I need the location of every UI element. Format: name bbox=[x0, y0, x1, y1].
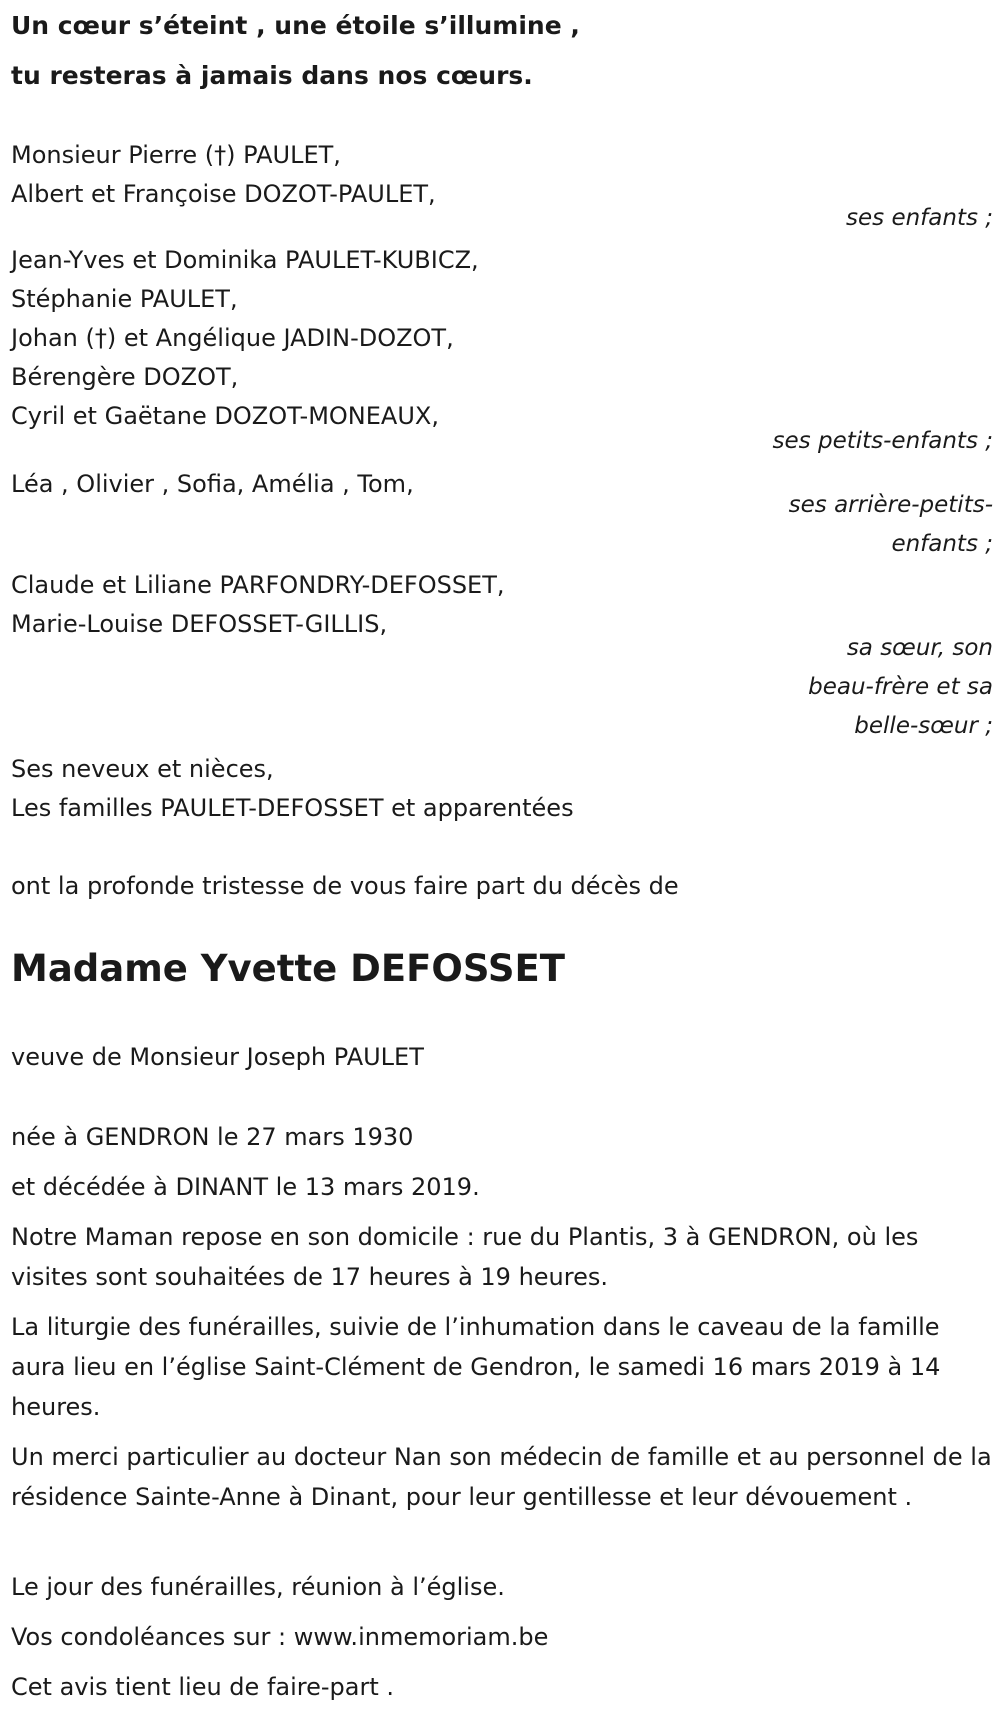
siblings-role-3: belle-sœur ; bbox=[854, 713, 993, 739]
great-grandchildren: Léa , Olivier , Sofia, Amélia , Tom, bbox=[11, 470, 414, 498]
others-1: Ses neveux et nièces, bbox=[11, 755, 274, 783]
grandchild-2: Stéphanie PAULET, bbox=[11, 285, 238, 313]
sibling-1: Claude et Liliane PARFONDRY-DEFOSSET, bbox=[11, 571, 505, 599]
meeting-paragraph: Le jour des funérailles, réunion à l’église. bbox=[11, 1573, 505, 1601]
siblings-role-1: sa sœur, son bbox=[846, 635, 993, 661]
great-grandchildren-role-2: enfants ; bbox=[891, 531, 993, 557]
sibling-2: Marie-Louise DEFOSSET-GILLIS, bbox=[11, 610, 388, 638]
family-children-1: Monsieur Pierre (†) PAULET, bbox=[11, 141, 341, 169]
birth-info: née à GENDRON le 27 mars 1930 bbox=[11, 1123, 414, 1151]
thanks-paragraph: Un merci particulier au docteur Nan son médecin de famille et au personnel de la résidence Sainte-Anne à Dinant, pour leur gentillesse et leur dévouement . bbox=[11, 1443, 992, 1511]
announcement: ont la profonde tristesse de vous faire part du décès de bbox=[11, 872, 679, 900]
grandchild-3: Johan (†) et Angélique JADIN-DOZOT, bbox=[11, 324, 454, 352]
widow-of: veuve de Monsieur Joseph PAULET bbox=[11, 1043, 424, 1071]
condolences-paragraph: Vos condoléances sur : www.inmemoriam.be bbox=[11, 1623, 549, 1651]
poem-line-2: tu resteras à jamais dans nos cœurs. bbox=[11, 61, 533, 90]
others-2: Les familles PAULET-DEFOSSET et apparentées bbox=[11, 794, 574, 822]
grandchild-1: Jean-Yves et Dominika PAULET-KUBICZ, bbox=[11, 246, 479, 274]
death-info: et décédée à DINANT le 13 mars 2019. bbox=[11, 1173, 480, 1201]
children-role: ses enfants ; bbox=[846, 205, 993, 231]
family-children-2: Albert et Françoise DOZOT-PAULET, bbox=[11, 180, 436, 208]
grandchildren-role: ses petits-enfants ; bbox=[772, 428, 993, 454]
siblings-role-2: beau-frère et sa bbox=[808, 674, 993, 700]
poem-line-1: Un cœur s’éteint , une étoile s’illumine , bbox=[11, 11, 580, 40]
rest-paragraph: Notre Maman repose en son domicile : rue du Plantis, 3 à GENDRON, où les visites sont souhaitées de 17 heures à 19 heures. bbox=[11, 1223, 919, 1291]
liturgy-paragraph: La liturgie des funérailles, suivie de l’inhumation dans le caveau de la famille aura lieu en l’église Saint-Clément de Gendron, le samedi 16 mars 2019 à 14 heures. bbox=[11, 1313, 941, 1421]
deceased-name: Madame Yvette DEFOSSET bbox=[11, 947, 565, 990]
great-grandchildren-role-1: ses arrière-petits- bbox=[788, 492, 993, 518]
grandchild-4: Bérengère DOZOT, bbox=[11, 363, 239, 391]
grandchild-5: Cyril et Gaëtane DOZOT-MONEAUX, bbox=[11, 402, 439, 430]
notice-paragraph: Cet avis tient lieu de faire-part . bbox=[11, 1673, 395, 1701]
